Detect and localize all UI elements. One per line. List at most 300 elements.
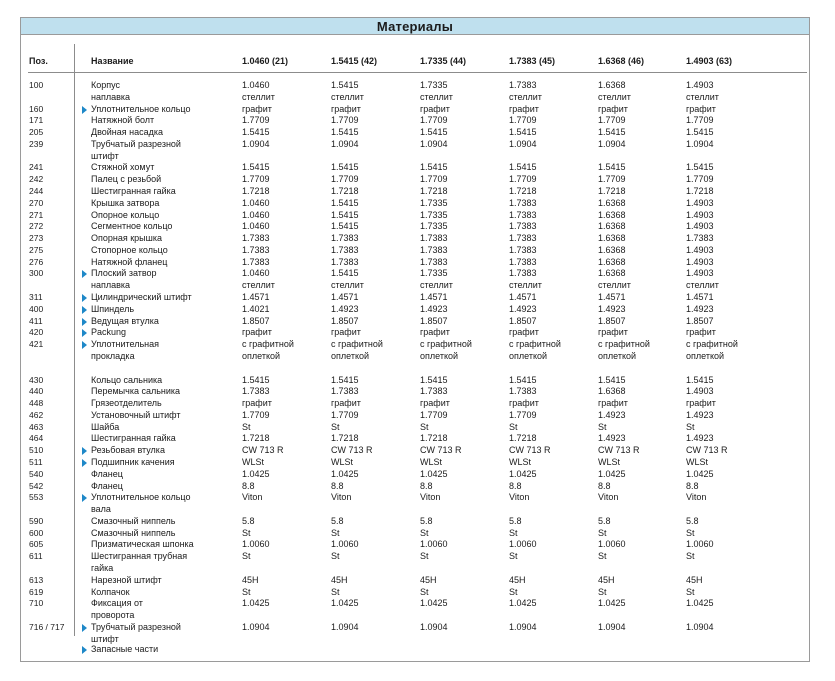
row-value: 1.5415 (598, 162, 626, 173)
row-name: Перемычка сальника (91, 386, 181, 397)
row-position: 462 (29, 409, 44, 420)
row-position: 716 / 717 (29, 621, 65, 632)
row-value: 1.0904 (598, 621, 626, 632)
row-value: WLSt (331, 456, 354, 467)
header-col-1: 1.0460 (21) (242, 56, 289, 66)
row-value: 1.7335 (420, 268, 448, 279)
row-value: 1.6368 (598, 221, 626, 232)
row-value: St (242, 527, 251, 538)
row-value: 1.0425 (331, 468, 359, 479)
header-col-4: 1.7383 (45) (509, 56, 556, 66)
row-position: 590 (29, 515, 44, 526)
row-value: 1.7383 (509, 386, 537, 397)
row-name: Шестигранная гайка (91, 186, 176, 197)
row-value: 1.7335 (420, 197, 448, 208)
row-name[interactable]: Шпиндель (91, 303, 135, 314)
row-value: 1.0425 (420, 598, 448, 609)
row-value: 1.0060 (242, 539, 270, 550)
row-name[interactable]: Уплотнительное кольцо вала (91, 492, 191, 515)
row-value: 1.7383 (509, 221, 537, 232)
row-value: 1.7709 (509, 174, 537, 185)
row-value: 1.7218 (242, 186, 270, 197)
row-value: 1.4571 (242, 292, 270, 303)
row-value: St (686, 551, 695, 562)
row-value: 1.7218 (420, 186, 448, 197)
row-value: 1.6368 (598, 268, 626, 279)
row-value: St (331, 551, 340, 562)
arrow-icon (82, 306, 87, 314)
row-value: 1.5415 (686, 162, 714, 173)
row-value: CW 713 R (420, 445, 462, 456)
row-value: графит (509, 398, 539, 409)
row-value: St (509, 551, 518, 562)
row-value: 1.5415 (242, 374, 270, 385)
row-value: 1.4923 (686, 433, 714, 444)
row-value: 1.6368 (598, 244, 626, 255)
row-value: Viton (331, 492, 352, 503)
row-name[interactable]: Уплотнительное кольцо (91, 103, 191, 114)
row-position: 542 (29, 480, 44, 491)
row-value: 8.8 (686, 480, 699, 491)
row-value: 1.7218 (331, 186, 359, 197)
row-value: 1.6368 (598, 386, 626, 397)
row-value: 5.8 (598, 515, 611, 526)
row-value: 1.0425 (509, 468, 537, 479)
row-name[interactable]: Подшипник качения (91, 456, 175, 467)
row-position: 239 (29, 138, 44, 149)
row-value: 1.0060 (598, 539, 626, 550)
row-value: 45H (686, 574, 703, 585)
row-value: стеллит (686, 280, 719, 291)
row-value: 1.0904 (686, 621, 714, 632)
row-value: 1.0904 (420, 138, 448, 149)
row-name: Фланец (91, 480, 123, 491)
row-value: 1.7335 (420, 80, 448, 90)
arrow-icon (82, 106, 87, 114)
row-value: графит (242, 398, 272, 409)
row-value: WLSt (242, 456, 265, 467)
row-value: 1.5415 (331, 209, 359, 220)
row-value: 1.4903 (686, 209, 714, 220)
row-value: стеллит (598, 91, 631, 102)
row-value: 1.7383 (331, 386, 359, 397)
header-col-3: 1.7335 (44) (420, 56, 467, 66)
row-value: графит (598, 103, 628, 114)
row-value: 1.7335 (420, 209, 448, 220)
row-value: 5.8 (331, 515, 344, 526)
row-value: 1.0460 (242, 268, 270, 279)
row-value: 1.5415 (242, 162, 270, 173)
row-value: 45H (598, 574, 615, 585)
row-name: Трубчатый разрезной штифт (91, 138, 181, 161)
row-position: 205 (29, 127, 44, 138)
spare-parts-link[interactable]: Запасные части (91, 644, 159, 654)
row-value: 1.5415 (686, 374, 714, 385)
row-name[interactable]: Резьбовая втулка (91, 445, 165, 456)
row-value: 1.4923 (420, 303, 448, 314)
row-position: 463 (29, 421, 44, 432)
row-value: с графитной оплеткой (420, 339, 472, 361)
row-position: 553 (29, 492, 44, 503)
row-value: 5.8 (420, 515, 433, 526)
row-value: St (420, 527, 429, 538)
row-value: St (686, 421, 695, 432)
row-position: 540 (29, 468, 44, 479)
row-value: CW 713 R (509, 445, 551, 456)
row-name: Крышка затвора (91, 197, 160, 208)
row-value: 1.4571 (420, 292, 448, 303)
row-value: St (686, 527, 695, 538)
row-value: графит (598, 327, 628, 338)
row-value: 1.7383 (420, 233, 448, 244)
row-position: 400 (29, 303, 44, 314)
row-value: 1.5415 (331, 162, 359, 173)
row-value: 1.7218 (686, 186, 714, 197)
row-name: Фланец (91, 468, 123, 479)
row-value: 1.7383 (509, 197, 537, 208)
row-value: St (331, 586, 340, 597)
row-name[interactable]: Packung (91, 327, 127, 338)
row-value: 1.5415 (509, 162, 537, 173)
row-value: 1.7709 (331, 174, 359, 185)
row-position: 300 (29, 268, 44, 279)
row-name: Натяжной болт (91, 115, 155, 126)
row-value: 5.8 (686, 515, 699, 526)
row-value: WLSt (598, 456, 621, 467)
header-divider (28, 72, 807, 73)
row-value: 1.5415 (242, 127, 270, 138)
row-value: 1.8507 (242, 315, 270, 326)
row-value: 1.7383 (331, 244, 359, 255)
header-col-2: 1.5415 (42) (331, 56, 378, 66)
arrow-icon (82, 318, 87, 326)
arrow-icon (82, 341, 87, 349)
row-value: 1.5415 (420, 162, 448, 173)
row-value: St (509, 527, 518, 538)
row-value: 1.0060 (686, 539, 714, 550)
row-value: графит (242, 327, 272, 338)
row-value: 1.4923 (686, 409, 714, 420)
row-value: 45H (331, 574, 348, 585)
row-value: 1.8507 (331, 315, 359, 326)
row-value: 1.0460 (242, 221, 270, 232)
row-position: 710 (29, 598, 44, 609)
arrow-icon (82, 494, 87, 502)
row-name: Колпачок (91, 586, 130, 597)
row-value: St (598, 421, 607, 432)
row-value: St (686, 586, 695, 597)
row-value: St (598, 527, 607, 538)
row-value: 1.7709 (420, 115, 448, 126)
row-value: стеллит (242, 280, 275, 291)
row-value: 1.7218 (598, 186, 626, 197)
row-value: 1.4571 (331, 292, 359, 303)
row-name: Грязеотделитель (91, 398, 162, 409)
arrow-icon (82, 646, 87, 654)
row-name: Стяжной хомут (91, 162, 155, 173)
row-value: 1.7218 (509, 433, 537, 444)
row-value: 1.0904 (509, 138, 537, 149)
row-value: 1.0460 (242, 209, 270, 220)
row-value: 1.7218 (420, 433, 448, 444)
row-name: Установочный штифт (91, 409, 181, 420)
row-value: St (331, 527, 340, 538)
row-name: Стопорное кольцо (91, 244, 168, 255)
row-value: 1.5415 (420, 127, 448, 138)
row-value: 1.8507 (598, 315, 626, 326)
row-value: 1.0904 (686, 138, 714, 149)
row-name: Корпус (91, 80, 121, 90)
row-value: 1.7709 (686, 115, 714, 126)
row-value: 1.7383 (242, 256, 270, 267)
row-value: 1.0425 (331, 598, 359, 609)
row-name[interactable]: Трубчатый разрезной штифт (91, 621, 181, 644)
row-value: St (331, 421, 340, 432)
row-value: 1.7709 (331, 409, 359, 420)
row-value: стеллит (686, 91, 719, 102)
row-value: 1.5415 (331, 268, 359, 279)
row-value: WLSt (509, 456, 532, 467)
row-value: 1.7218 (331, 433, 359, 444)
row-value: 1.7383 (331, 256, 359, 267)
row-name: Палец с резьбой (91, 174, 162, 185)
row-value: 1.8507 (686, 315, 714, 326)
row-value: 1.7383 (509, 268, 537, 279)
row-value: CW 713 R (242, 445, 284, 456)
row-value: St (242, 586, 251, 597)
row-value: 1.0904 (509, 621, 537, 632)
header-col-6: 1.4903 (63) (686, 56, 733, 66)
row-value: 1.0904 (331, 138, 359, 149)
row-name: Натяжной фланец (91, 256, 168, 267)
row-value: 1.0425 (420, 468, 448, 479)
row-position: 511 (29, 456, 43, 467)
row-position: 244 (29, 186, 44, 197)
row-value: графит (331, 398, 361, 409)
row-value: 1.0460 (242, 197, 270, 208)
row-name: Шестигранная гайка (91, 433, 176, 444)
row-value: 1.7335 (420, 221, 448, 232)
row-value: St (598, 586, 607, 597)
row-value: 1.7709 (598, 174, 626, 185)
row-value: 1.5415 (686, 127, 714, 138)
arrow-icon (82, 270, 87, 278)
row-value: 45H (420, 574, 437, 585)
arrow-icon (82, 624, 87, 632)
row-value: 8.8 (509, 480, 522, 491)
row-value: графит (509, 103, 539, 114)
header-col-5: 1.6368 (46) (598, 56, 645, 66)
row-value: 1.5415 (331, 127, 359, 138)
row-value: 1.7709 (420, 409, 448, 420)
row-value: 1.6368 (598, 197, 626, 208)
row-name: Кольцо сальника (91, 374, 163, 385)
row-position: 160 (29, 103, 44, 114)
row-name: Призматическая шпонка (91, 539, 194, 550)
row-value: 1.4903 (686, 197, 714, 208)
row-position: 100 (29, 80, 44, 90)
row-value: 1.7709 (242, 115, 270, 126)
row-value: 1.5415 (509, 374, 537, 385)
row-value: графит (686, 327, 716, 338)
row-name: Сегментное кольцо (91, 221, 173, 232)
row-value: WLSt (686, 456, 709, 467)
row-value: St (420, 551, 429, 562)
row-value: 1.0904 (331, 621, 359, 632)
row-value: Viton (686, 492, 707, 503)
row-name: Шестигранная трубная гайка (91, 551, 188, 573)
row-value: 1.0425 (242, 598, 270, 609)
row-value: графит (331, 103, 361, 114)
row-name[interactable]: Цилиндрический штифт (91, 292, 192, 303)
row-value: 8.8 (242, 480, 255, 491)
row-value: 1.0060 (420, 539, 448, 550)
row-position: 613 (29, 574, 44, 585)
row-value: 1.4903 (686, 244, 714, 255)
row-name: Фиксация от проворота (91, 598, 143, 621)
row-value: CW 713 R (686, 445, 728, 456)
row-value: Viton (242, 492, 263, 503)
row-value: графит (509, 327, 539, 338)
row-value: 1.4903 (686, 256, 714, 267)
row-value: 1.0460 (242, 80, 270, 90)
row-value: с графитной оплеткой (242, 339, 294, 361)
row-value: графит (242, 103, 272, 114)
row-value: 1.7383 (420, 256, 448, 267)
row-position: 171 (29, 115, 44, 126)
row-value: 1.5415 (331, 197, 359, 208)
row-name[interactable]: Ведущая втулка (91, 315, 159, 326)
row-value: 1.0060 (331, 539, 359, 550)
row-value: St (598, 551, 607, 562)
row-position: 271 (29, 209, 44, 220)
row-value: 1.7383 (331, 233, 359, 244)
title-bar (20, 17, 810, 35)
row-position: 430 (29, 374, 44, 385)
row-position: 510 (29, 445, 44, 456)
row-value: графит (420, 103, 450, 114)
row-value: 1.7383 (509, 209, 537, 220)
row-value: 1.5415 (331, 374, 359, 385)
row-value: 1.7709 (509, 115, 537, 126)
row-position: 311 (29, 292, 43, 303)
row-value: с графитной оплеткой (331, 339, 383, 361)
row-value: 1.5415 (331, 221, 359, 232)
row-value: 1.4903 (686, 80, 714, 90)
row-value: 1.7383 (509, 256, 537, 267)
row-value: 1.4571 (509, 292, 537, 303)
row-value: St (242, 421, 251, 432)
row-value: графит (331, 327, 361, 338)
row-position: 420 (29, 327, 44, 338)
row-value: Viton (420, 492, 441, 503)
row-value: 1.5415 (598, 127, 626, 138)
row-value: 1.6368 (598, 256, 626, 267)
row-position: 605 (29, 539, 44, 550)
row-name[interactable]: Уплотнительная прокладка (91, 339, 159, 361)
row-value: 45H (242, 574, 259, 585)
row-value: стеллит (331, 280, 364, 291)
row-value: 1.7709 (509, 409, 537, 420)
row-value: 1.0425 (242, 468, 270, 479)
row-value: 5.8 (242, 515, 255, 526)
row-value: стеллит (420, 280, 453, 291)
row-value: 1.0904 (420, 621, 448, 632)
row-value: 1.0425 (598, 468, 626, 479)
row-value: CW 713 R (598, 445, 640, 456)
row-value: графит (598, 398, 628, 409)
row-name: Шайба (91, 421, 120, 432)
row-position: 440 (29, 386, 44, 397)
row-value: 1.0425 (598, 598, 626, 609)
row-value: 1.0425 (686, 598, 714, 609)
row-value: графит (420, 327, 450, 338)
row-value: WLSt (420, 456, 443, 467)
row-value: 1.8507 (509, 315, 537, 326)
row-value: 1.5415 (331, 80, 359, 90)
row-value: Viton (598, 492, 619, 503)
row-value: графит (686, 398, 716, 409)
row-value: 1.7383 (242, 233, 270, 244)
header-pos: Поз. (29, 56, 48, 66)
row-value: стеллит (509, 280, 542, 291)
row-value: 8.8 (331, 480, 344, 491)
row-value: 1.4903 (686, 221, 714, 232)
row-value: St (420, 421, 429, 432)
arrow-icon (82, 294, 87, 302)
row-value: 1.4571 (686, 292, 714, 303)
row-value: стеллит (242, 91, 275, 102)
row-value: 1.0060 (509, 539, 537, 550)
row-value: стеллит (509, 91, 542, 102)
row-value: 1.7709 (242, 174, 270, 185)
row-value: 1.7218 (242, 433, 270, 444)
row-value: 1.7383 (242, 386, 270, 397)
row-value: с графитной оплеткой (686, 339, 738, 361)
row-value: CW 713 R (331, 445, 373, 456)
row-value: 1.4923 (686, 303, 714, 314)
row-value: 1.0904 (242, 621, 270, 632)
row-name: Смазочный ниппель (91, 515, 176, 526)
row-value: 1.7383 (420, 244, 448, 255)
row-value: 1.7383 (509, 233, 537, 244)
header-name: Название (91, 56, 134, 66)
row-position: 273 (29, 233, 44, 244)
row-value: 5.8 (509, 515, 522, 526)
row-value: графит (420, 398, 450, 409)
row-position: 448 (29, 398, 44, 409)
row-position: 421 (29, 339, 44, 350)
row-value: 1.8507 (420, 315, 448, 326)
row-value: стеллит (331, 91, 364, 102)
row-value: St (509, 421, 518, 432)
row-value: 1.6368 (598, 209, 626, 220)
row-value: 1.7709 (420, 174, 448, 185)
row-position: 270 (29, 197, 44, 208)
row-value: 1.0425 (686, 468, 714, 479)
row-value: 1.4923 (331, 303, 359, 314)
row-position: 411 (29, 315, 43, 326)
row-name[interactable]: Плоский затвор (91, 268, 157, 279)
row-value: St (509, 586, 518, 597)
position-column-divider (74, 44, 75, 636)
arrow-icon (82, 447, 87, 455)
row-value: 1.6368 (598, 80, 626, 90)
row-value: 1.0904 (242, 138, 270, 149)
row-name: Опорная крышка (91, 233, 163, 244)
arrow-icon (82, 329, 87, 337)
row-value: с графитной оплеткой (509, 339, 561, 361)
